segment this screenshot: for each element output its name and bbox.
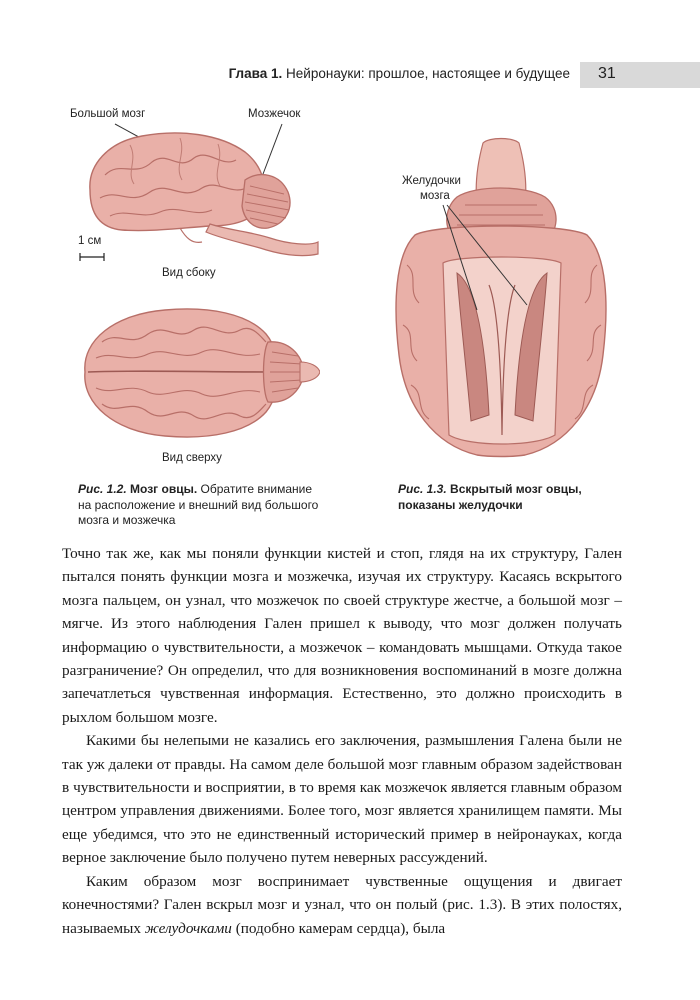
caption-1-2-number: Рис. 1.2. (78, 482, 127, 496)
label-cerebrum: Большой мозг (70, 108, 146, 120)
label-ventricles-line2: мозга (420, 190, 450, 202)
caption-1-3-title: Вскрытый мозг овцы, показаны желудочки (398, 482, 582, 512)
leader-line-cerebellum (260, 124, 282, 182)
dissected-sheep-brain (385, 135, 625, 465)
sheep-brain-side-view (60, 120, 320, 265)
label-ventricles-line1: Желудочки (402, 175, 461, 187)
running-header (0, 62, 700, 88)
body-text (62, 542, 622, 940)
header-chapter: Глава 1. (228, 66, 283, 81)
caption-1-2-title: Мозг овцы. (130, 482, 198, 496)
figure-1-3-caption (398, 482, 628, 513)
page-number-box (580, 62, 700, 88)
caption-1-3-number: Рис. 1.3. (398, 482, 447, 496)
cerebrum-shape (90, 133, 265, 231)
paragraph-2: Какими бы нелепыми не казались его заключения, размышления Галена были не так уж далеки от правды. На самом деле большой мозг главным образом задействован в чувствительности и восприятии, в то время как мозжечок является главным образом центром управления движениями. Более того, мозг является хранилищем памяти. Мы еще убедимся, что это не единственный исторический пример в нейронауках, когда верное заключение было получено путем неверных рассуждений. (62, 732, 622, 867)
sheep-brain-top-view (70, 300, 320, 448)
paragraph-1: Точно так же, как мы поняли функции кистей и стоп, глядя на их структуру, Гален пытался понять функции мозга и мозжечка, изучая их структуру. Касаясь вскрытого мозга пальцем, он узнал, что мозжечок по своей структуре жестче, а большой мозг – мягче. Из этого наблюдения Гален пришел к выводу, что мозг должен получать информацию о чувствительности, а мозжечок – командовать мышцами. Откуда такое разграничение? Он определил, что для возникновения воспоминаний в мозге должна запечатлеться чувственная информация. Естественно, это должно происходить в рыхлом большом мозге. (62, 545, 622, 726)
cerebellum-shape (242, 175, 290, 229)
label-view-top: Вид сверху (162, 452, 222, 464)
scale-label: 1 см (78, 235, 102, 247)
label-cerebellum: Мозжечок (248, 108, 301, 120)
term-ventricles: желудочками (144, 919, 232, 937)
longitudinal-fissure (88, 371, 274, 372)
figure-1-2-caption (78, 482, 324, 529)
paragraph-3: Каким образом мозг воспринимает чувственные ощущения и двигает конечностями? Гален вскрыл мозг и узнал, что он полый (рис. 1.3). В этих полостях, называемых желудочками (подобно камерам сердца), была (62, 872, 622, 937)
header-chapter-title: Нейронауки: прошлое, настоящее и будущее (286, 66, 570, 81)
label-view-side: Вид сбоку (162, 267, 216, 279)
caption-1-2-text: Обратите внимание на расположение и внешний вид большого мозга и мозжечка (78, 482, 319, 527)
page-number: 31 (598, 65, 616, 82)
header-title (229, 66, 570, 81)
